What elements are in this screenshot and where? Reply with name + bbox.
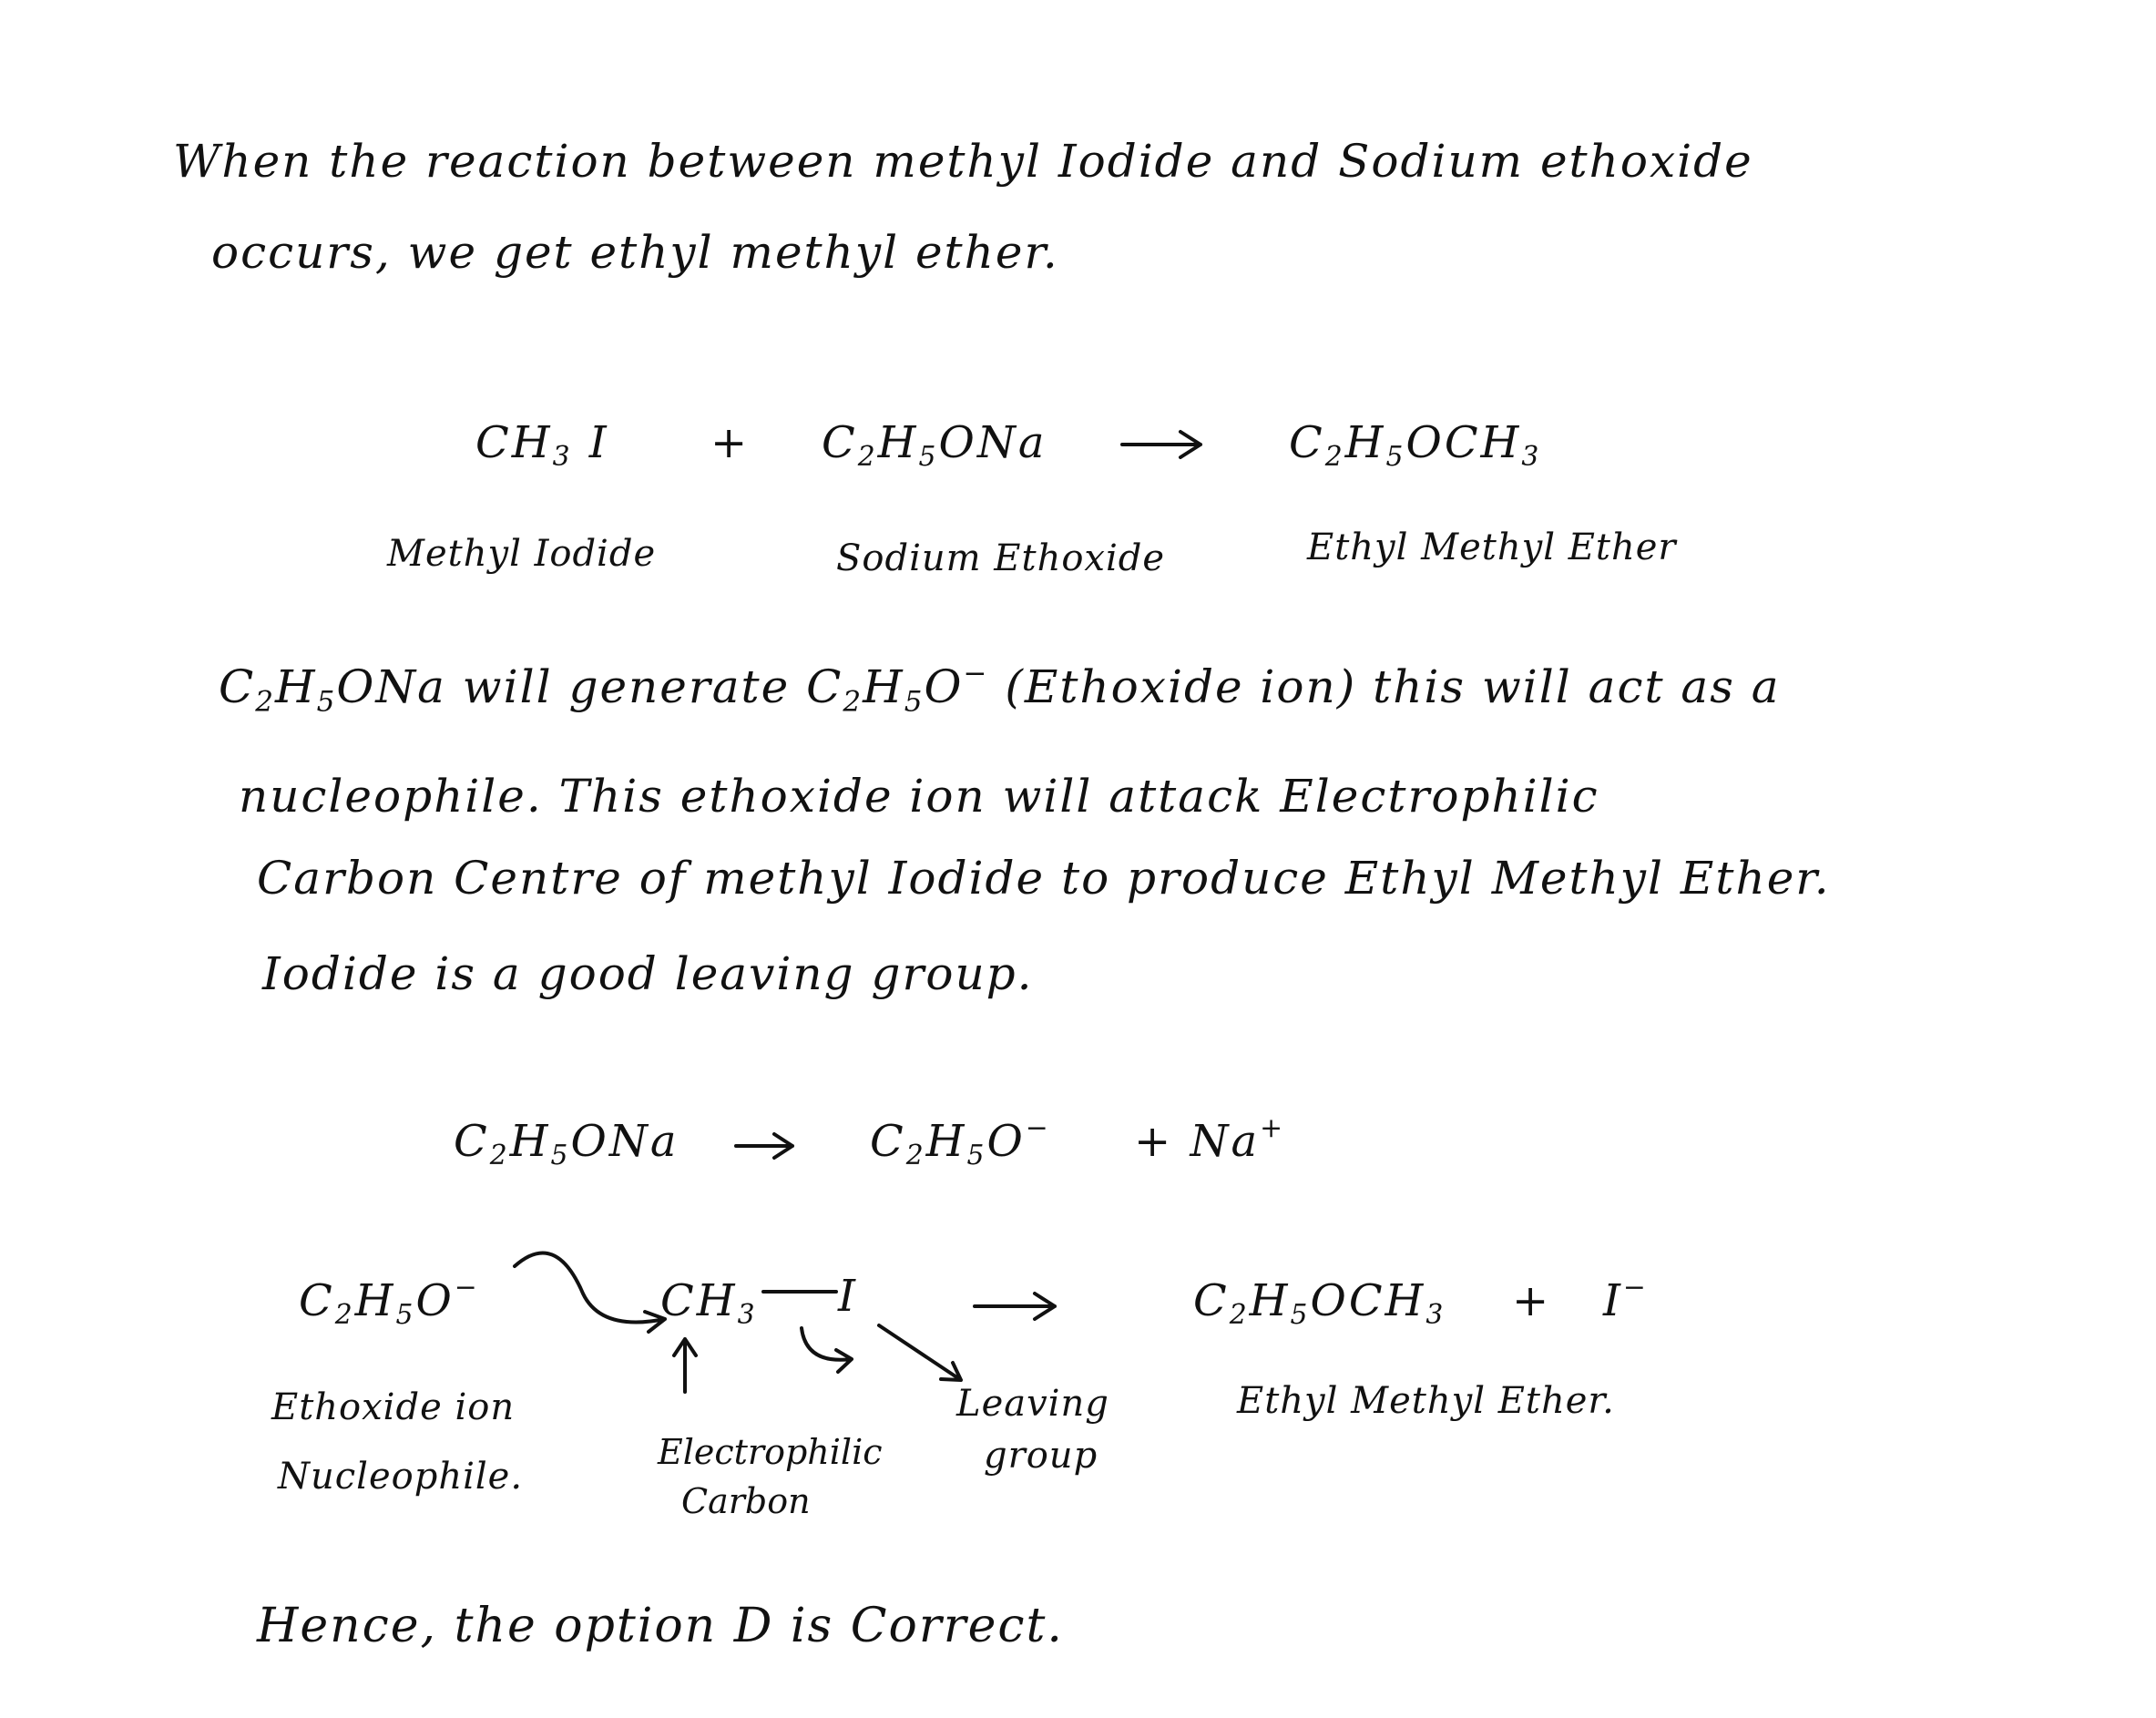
mech-label-ethoxide-ion: Ethoxide ion [271, 1386, 516, 1428]
mech-label-electrophilic: Electrophilic [658, 1432, 883, 1472]
mech-substrate-carbon: $CH_3$ [660, 1275, 758, 1331]
eq1-reactant-sodium-ethoxide: $C_2H_5ONa$ [822, 417, 1047, 473]
mech-label-group: group [984, 1435, 1098, 1477]
eq2-reaction-arrow [736, 1134, 792, 1158]
eq1-label-sodium-ethoxide: Sodium Ethoxide [836, 537, 1166, 579]
mech-label-product-ether: Ethyl Methyl Ether. [1237, 1380, 1615, 1422]
explanation-line-4: Iodide is a good leaving group. [262, 947, 1034, 1000]
mech-label-leaving: Leaving [956, 1383, 1109, 1425]
mech-iodide-ion: I− [1603, 1272, 1649, 1326]
eq1-reactant-methyl-iodide: $CH_3$ I [475, 417, 609, 473]
electrophilic-pointer-arrow [674, 1339, 696, 1392]
eq1-product-ether: $C_2H_5OCH_3$ [1289, 417, 1542, 473]
mech-reaction-arrow [975, 1294, 1055, 1319]
nucleophilic-attack-arrow [515, 1253, 665, 1332]
conclusion-text: Hence, the option D is Correct. [257, 1599, 1064, 1653]
explanation-line-2: nucleophile. This ethoxide ion will attack Electrophilic [239, 770, 1599, 823]
eq2-product-sodium: + Na+ [1134, 1112, 1286, 1167]
explanation-line-1: $C_2H_5ONa$ will generate $C_2H_5O^-$ (Ethoxide ion) this will act as a [219, 657, 1781, 719]
bond-breaking-arrow [802, 1328, 852, 1372]
mech-label-carbon: Carbon [681, 1481, 811, 1521]
eq2-reactant: $C_2H_5ONa$ [454, 1116, 679, 1171]
intro-line-1: When the reaction between methyl Iodide and Sodium ethoxide [173, 135, 1753, 188]
mech-product-ether: $C_2H_5OCH_3$ [1193, 1275, 1446, 1331]
mech-nucleophile: $C_2H_5O^-$ [299, 1272, 480, 1331]
eq1-label-ether: Ethyl Methyl Ether [1307, 527, 1677, 568]
eq1-reaction-arrow [1122, 432, 1201, 457]
eq1-plus: + [710, 417, 751, 468]
eq2-product-ethoxide: $C_2H_5O^-$ [870, 1112, 1051, 1171]
mech-label-nucleophile: Nucleophile. [278, 1456, 524, 1498]
mech-substrate-iodine: I [838, 1271, 858, 1322]
explanation-line-3: Carbon Centre of methyl Iodide to produce Ethyl Methyl Ether. [257, 852, 1831, 905]
eq1-label-methyl-iodide: Methyl Iodide [387, 533, 657, 575]
leaving-group-pointer-arrow [879, 1325, 961, 1380]
mech-plus: + [1512, 1275, 1552, 1326]
intro-line-2: occurs, we get ethyl methyl ether. [211, 226, 1059, 279]
